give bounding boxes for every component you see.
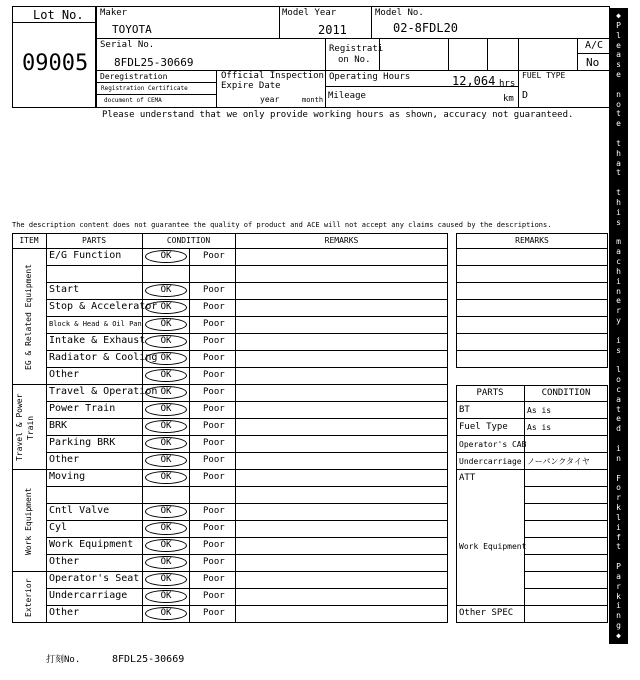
part-label: Moving [49, 471, 86, 482]
table-row [46, 605, 448, 622]
sidebar-char: i [616, 276, 621, 286]
sidebar-char: a [616, 50, 621, 60]
table-row [46, 469, 448, 486]
ok-marker: OK [145, 318, 187, 331]
part-label: Parking BRK [49, 437, 116, 448]
ok-marker: OK [145, 420, 187, 433]
sidebar-char: i [616, 335, 621, 345]
sidebar-char: e [616, 296, 621, 306]
sidebar-char: k [616, 503, 621, 513]
sidebar-char: m [616, 237, 621, 247]
sidebar-char: P [616, 562, 621, 572]
part-label: Other [49, 607, 80, 618]
ok-marker: OK [145, 573, 187, 586]
part-label: Other [49, 454, 80, 465]
sidebar-char: t [616, 168, 621, 178]
group-label-exterior: Exterior [24, 578, 33, 617]
group-label-eg: EG & Related Equipment [24, 264, 33, 370]
table-row [46, 452, 448, 469]
poor-option: Poor [203, 387, 225, 397]
sidebar-char: i [616, 207, 621, 217]
right-row-fuel: Fuel Type [459, 422, 508, 432]
sidebar-char: F [616, 473, 621, 483]
part-label: Cntl Valve [49, 505, 110, 516]
model-year-label: Model Year [282, 8, 337, 18]
poor-option: Poor [203, 251, 225, 261]
sidebar-char: i [616, 601, 621, 611]
serial-label: Serial No. [100, 40, 155, 50]
part-label: Stop & Accelerator [49, 301, 158, 312]
part-label: Other [49, 556, 80, 567]
sidebar-char: a [616, 247, 621, 257]
fuel-type-value: D [522, 90, 529, 101]
att-label: ATT [459, 473, 476, 483]
poor-option: Poor [203, 455, 225, 465]
sidebar-char: l [616, 30, 621, 40]
poor-option: Poor [203, 506, 225, 516]
ac-label: A/C [585, 40, 604, 51]
ok-marker: OK [145, 403, 187, 416]
sidebar-char: l [616, 512, 621, 522]
ok-marker: OK [145, 471, 187, 484]
serial-value: 8FDL25-30669 [114, 56, 194, 69]
sidebar-char: ◆ [616, 11, 621, 20]
operating-hours-value: 12,064 [452, 74, 496, 88]
sidebar-char: h [616, 266, 621, 276]
part-label: Intake & Exhaust [49, 335, 146, 346]
right-row-fuel-value: As is [527, 423, 552, 432]
disclaimer: The description content does not guarantee the quality of product and ACE will not accept any claims caused by the descriptions. [12, 221, 552, 229]
sidebar-char: r [616, 306, 621, 316]
sidebar-char: a [616, 571, 621, 581]
part-label: Work Equipment [49, 539, 134, 550]
ac-value: No [586, 56, 600, 69]
sidebar-char: d [616, 424, 621, 434]
ok-marker: OK [145, 301, 187, 314]
table-row [46, 265, 448, 282]
registration-label-2: on No. [338, 55, 371, 65]
ok-marker: OK [145, 437, 187, 450]
part-label: Power Train [49, 403, 116, 414]
sidebar-char: n [616, 89, 621, 99]
sidebar-char: t [616, 138, 621, 148]
right-parts-header: PARTS [476, 388, 504, 398]
right-row-undercarriage-value: ノーパンクタイヤ [527, 457, 590, 466]
ok-marker: OK [145, 556, 187, 569]
sidebar-char: n [616, 286, 621, 296]
remarks-header: REMARKS [324, 236, 359, 245]
ok-marker: OK [145, 335, 187, 348]
group-label-work: Work Equipment [24, 487, 33, 555]
right-row-bt: BT [459, 405, 470, 415]
sidebar-char: o [616, 375, 621, 385]
ok-marker: OK [145, 539, 187, 552]
part-label: Radiator & Cooling [49, 352, 158, 363]
part-label: Cyl [49, 522, 68, 533]
poor-option: Poor [203, 319, 225, 329]
maker-value: TOYOTA [112, 23, 152, 36]
sidebar-char: ◆ [616, 631, 621, 640]
sidebar-char: a [616, 158, 621, 168]
right-row-bt-value: As is [527, 406, 552, 415]
ok-marker: OK [145, 386, 187, 399]
item-header: ITEM [19, 236, 39, 245]
part-label: E/G Function [49, 250, 122, 261]
table-row [46, 367, 448, 384]
sidebar-char: o [616, 99, 621, 109]
ok-marker: OK [145, 369, 187, 382]
model-no-value: 02-8FDL20 [393, 21, 459, 35]
other-spec-label: Other SPEC [459, 608, 514, 618]
footer-label: 打刻No. [46, 655, 81, 665]
month-label: month [302, 96, 324, 104]
work-equipment-label: Work Equipment [459, 542, 527, 551]
ok-marker: OK [145, 590, 187, 603]
sidebar-char: g [616, 621, 621, 631]
km-unit: km [503, 94, 514, 104]
poor-option: Poor [203, 540, 225, 550]
table-row [46, 282, 448, 299]
location-notice-sidebar [609, 8, 628, 644]
sidebar-char: n [616, 453, 621, 463]
right-row-undercarriage: Undercarriage [459, 457, 522, 466]
fuel-type-label: FUEL TYPE [522, 71, 566, 80]
sidebar-char: a [616, 394, 621, 404]
condition-header: CONDITION [166, 236, 211, 245]
model-year-value: 2011 [318, 23, 347, 37]
poor-option: Poor [203, 608, 225, 618]
part-label: Start [49, 284, 80, 295]
sidebar-char: l [616, 365, 621, 375]
poor-option: Poor [203, 285, 225, 295]
sidebar-char: c [616, 257, 621, 267]
sidebar-char: r [616, 493, 621, 503]
sidebar-char: h [616, 148, 621, 158]
year-label: year [260, 95, 280, 104]
sidebar-char: e [616, 119, 621, 129]
part-label: Block & Head & Oil Pan [49, 320, 142, 328]
poor-option: Poor [203, 523, 225, 533]
sidebar-char: f [616, 532, 621, 542]
maker-label: Maker [100, 8, 128, 18]
cema-doc-label: document of CEMA [104, 97, 162, 104]
poor-option: Poor [203, 557, 225, 567]
model-no-label: Model No. [375, 8, 424, 18]
sidebar-char: n [616, 611, 621, 621]
ok-marker: OK [145, 607, 187, 620]
poor-option: Poor [203, 302, 225, 312]
sidebar-char: s [616, 60, 621, 70]
right-condition-header: CONDITION [541, 388, 591, 398]
registration-label: Registrati [329, 44, 384, 54]
registration-cert-label: Registration Certificate [101, 85, 188, 92]
sidebar-char: t [616, 542, 621, 552]
sidebar-char: r [616, 581, 621, 591]
part-label: Other [49, 369, 80, 380]
footer-value: 8FDL25-30669 [112, 654, 185, 665]
table-row [46, 554, 448, 571]
table-row [46, 418, 448, 435]
ok-marker: OK [145, 284, 187, 297]
deregistration-label: Deregistration [100, 72, 168, 81]
sidebar-char: c [616, 384, 621, 394]
hrs-unit: hrs [499, 79, 516, 89]
ok-marker: OK [145, 250, 187, 263]
inspection-label: Official Inspection [221, 71, 324, 81]
table-row [46, 520, 448, 537]
table-row [46, 486, 448, 503]
poor-option: Poor [203, 336, 225, 346]
part-label: BRK [49, 420, 68, 431]
poor-option: Poor [203, 472, 225, 482]
sidebar-char: t [616, 404, 621, 414]
right-remarks-header: REMARKS [515, 236, 549, 245]
inspection-label-2: Expire Date [221, 81, 281, 91]
poor-option: Poor [203, 404, 225, 414]
poor-option: Poor [203, 370, 225, 380]
sidebar-char: k [616, 591, 621, 601]
poor-option: Poor [203, 421, 225, 431]
poor-option: Poor [203, 591, 225, 601]
right-remarks-table [456, 233, 608, 368]
sidebar-char: e [616, 414, 621, 424]
lot-label: Lot No. [33, 8, 84, 22]
poor-option: Poor [203, 574, 225, 584]
sidebar-char: o [616, 483, 621, 493]
sidebar-char: y [616, 316, 621, 326]
right-row-cab: Operator's CAB [459, 440, 527, 449]
hours-notice: Please understand that we only provide working hours as shown, accuracy not guaranteed. [102, 110, 574, 120]
sidebar-char: h [616, 197, 621, 207]
part-label: Operator's Seat [49, 573, 140, 584]
sidebar-char: s [616, 345, 621, 355]
ok-marker: OK [145, 505, 187, 518]
sidebar-char: e [616, 70, 621, 80]
ok-marker: OK [145, 454, 187, 467]
part-label: Travel & Operation [49, 386, 158, 397]
poor-option: Poor [203, 438, 225, 448]
sidebar-char: t [616, 109, 621, 119]
mileage-label: Mileage [328, 91, 366, 101]
sidebar-char: i [616, 444, 621, 454]
parts-header: PARTS [81, 236, 107, 245]
sidebar-char: i [616, 522, 621, 532]
sidebar-char: e [616, 40, 621, 50]
sidebar-char: t [616, 188, 621, 198]
operating-hours-label: Operating Hours [329, 72, 411, 82]
part-label: Undercarriage [49, 590, 128, 601]
ok-marker: OK [145, 522, 187, 535]
ok-marker: OK [145, 352, 187, 365]
group-label-travel: Travel & Power Train [15, 393, 35, 462]
poor-option: Poor [203, 353, 225, 363]
sidebar-char: P [616, 20, 621, 30]
lot-number: 09005 [22, 51, 89, 76]
sidebar-char: s [616, 217, 621, 227]
